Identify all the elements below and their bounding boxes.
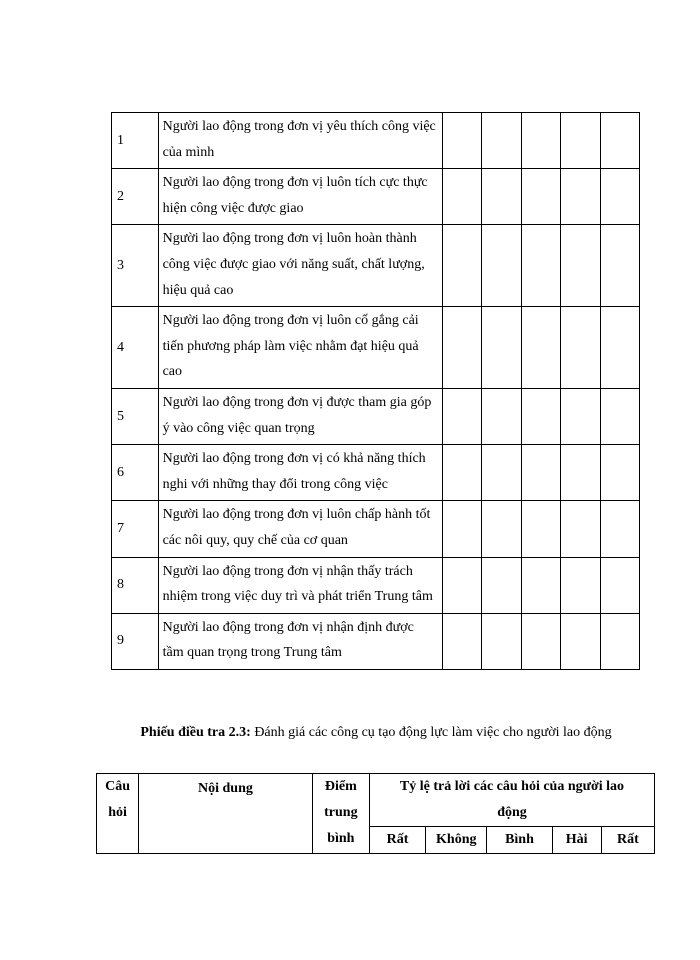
rating-cell[interactable] (600, 501, 639, 557)
caption-label: Phiếu điều tra 2.3: (140, 725, 251, 740)
rating-cell[interactable] (521, 388, 560, 444)
row-statement: Người lao động trong đơn vị nhận thấy trách nhiệm trong việc duy trì và phát triển Trung tâm (158, 557, 442, 613)
rating-cell[interactable] (442, 613, 481, 669)
subheader-not: Không (426, 827, 487, 854)
row-statement: Người lao động trong đơn vị luôn tích cực thực hiện công việc được giao (158, 169, 442, 225)
rating-cell[interactable] (442, 307, 481, 389)
table-row (112, 225, 640, 307)
table-row (112, 169, 640, 225)
row-statement: Người lao động trong đơn vị luôn cố gắng cải tiến phương pháp làm việc nhằm đạt hiệu quả cao (158, 307, 442, 389)
rating-cell[interactable] (482, 613, 521, 669)
rating-cell[interactable] (600, 613, 639, 669)
rating-cell[interactable] (561, 113, 600, 169)
rating-cell[interactable] (442, 557, 481, 613)
table-row (112, 557, 640, 613)
rating-cell[interactable] (442, 169, 481, 225)
subheader-normal: Bình (487, 827, 552, 854)
rating-cell[interactable] (482, 557, 521, 613)
table-row (112, 307, 640, 389)
rating-cell[interactable] (442, 113, 481, 169)
table-row (112, 388, 640, 444)
rating-cell[interactable] (600, 169, 639, 225)
subheader-very-1: Rất (369, 827, 425, 854)
rating-cell[interactable] (482, 169, 521, 225)
row-number: 4 (112, 307, 159, 389)
row-number: 8 (112, 557, 159, 613)
evaluation-table-header (96, 773, 655, 854)
row-number: 1 (112, 113, 159, 169)
row-statement: Người lao động trong đơn vị có khả năng thích nghi với những thay đổi trong công việc (158, 445, 442, 501)
survey-table-continued (111, 112, 640, 670)
rating-cell[interactable] (442, 445, 481, 501)
rating-cell[interactable] (521, 501, 560, 557)
rating-cell[interactable] (521, 169, 560, 225)
rating-cell[interactable] (482, 388, 521, 444)
row-number: 5 (112, 388, 159, 444)
table-caption (96, 718, 656, 748)
header-response-ratio: Tỷ lệ trả lời các câu hỏi của người lao động (369, 774, 654, 827)
rating-cell[interactable] (521, 445, 560, 501)
row-number: 9 (112, 613, 159, 669)
table-row (112, 501, 640, 557)
rating-cell[interactable] (561, 613, 600, 669)
rating-cell[interactable] (561, 388, 600, 444)
subheader-very-2: Rất (601, 827, 654, 854)
rating-cell[interactable] (561, 445, 600, 501)
header-average-score: Điểm trung bình (312, 774, 369, 854)
rating-cell[interactable] (482, 225, 521, 307)
header-question: Câu hỏi (97, 774, 139, 854)
header-content: Nội dung (139, 774, 313, 854)
rating-cell[interactable] (442, 225, 481, 307)
rating-cell[interactable] (482, 501, 521, 557)
rating-cell[interactable] (521, 113, 560, 169)
rating-cell[interactable] (561, 501, 600, 557)
rating-cell[interactable] (600, 307, 639, 389)
rating-cell[interactable] (482, 113, 521, 169)
table-row (112, 445, 640, 501)
row-number: 6 (112, 445, 159, 501)
table-row (112, 613, 640, 669)
rating-cell[interactable] (561, 169, 600, 225)
row-statement: Người lao động trong đơn vị luôn hoàn thành công việc được giao với năng suất, chất lượng, hiệu quả cao (158, 225, 442, 307)
rating-cell[interactable] (521, 557, 560, 613)
rating-cell[interactable] (600, 557, 639, 613)
caption-text: Đánh giá các công cụ tạo động lực làm việc cho người lao động (250, 725, 612, 740)
rating-cell[interactable] (561, 225, 600, 307)
row-number: 2 (112, 169, 159, 225)
subheader-satisfied: Hài (552, 827, 601, 854)
rating-cell[interactable] (561, 307, 600, 389)
row-statement: Người lao động trong đơn vị luôn chấp hành tốt các nôi quy, quy chế của cơ quan (158, 501, 442, 557)
rating-cell[interactable] (521, 613, 560, 669)
row-statement: Người lao động trong đơn vị nhận định được tầm quan trọng trong Trung tâm (158, 613, 442, 669)
rating-cell[interactable] (521, 225, 560, 307)
survey-table-body (112, 113, 640, 670)
rating-cell[interactable] (600, 113, 639, 169)
rating-cell[interactable] (600, 225, 639, 307)
rating-cell[interactable] (600, 388, 639, 444)
row-statement: Người lao động trong đơn vị yêu thích công việc của mình (158, 113, 442, 169)
rating-cell[interactable] (442, 388, 481, 444)
table-row (112, 113, 640, 169)
rating-cell[interactable] (600, 445, 639, 501)
rating-cell[interactable] (482, 445, 521, 501)
rating-cell[interactable] (561, 557, 600, 613)
rating-cell[interactable] (442, 501, 481, 557)
rating-cell[interactable] (482, 307, 521, 389)
row-statement: Người lao động trong đơn vị được tham gia góp ý vào công việc quan trọng (158, 388, 442, 444)
row-number: 7 (112, 501, 159, 557)
row-number: 3 (112, 225, 159, 307)
rating-cell[interactable] (521, 307, 560, 389)
